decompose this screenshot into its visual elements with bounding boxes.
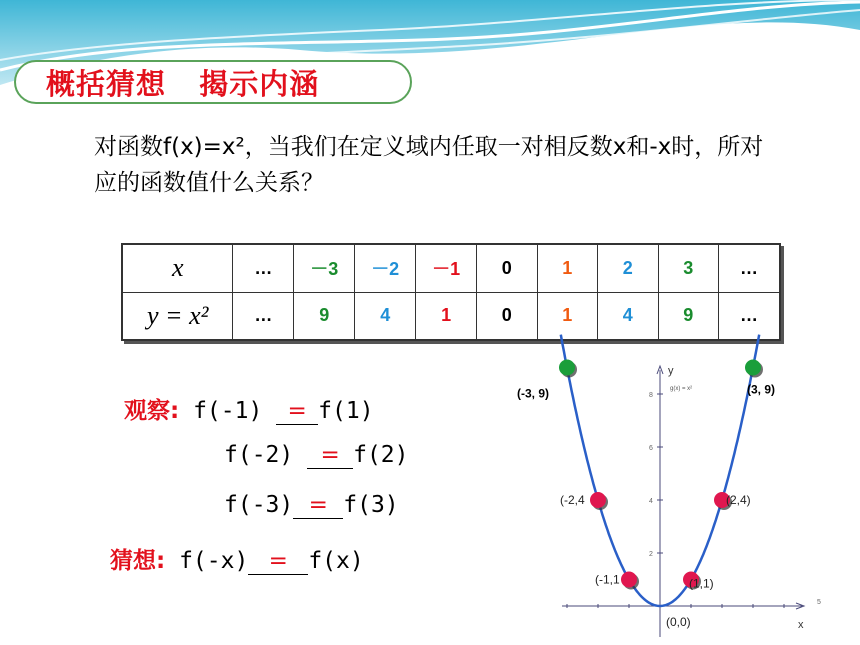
y-cell: 4: [598, 292, 659, 340]
data-point: [745, 360, 761, 376]
x-cell: …: [233, 244, 294, 292]
row-label-y: y = x²: [122, 292, 233, 340]
answer-blank: =: [293, 492, 343, 519]
answer-blank: =: [248, 548, 308, 575]
row-label-x: x: [122, 244, 233, 292]
data-point: [621, 572, 637, 588]
value-table: [121, 243, 781, 341]
y-cell: 1: [416, 292, 477, 340]
guess-label: 猜想:: [110, 548, 166, 574]
y-tick-label: 6: [649, 445, 653, 452]
x-cell: －1: [416, 244, 477, 292]
data-point: [559, 360, 575, 376]
x-cell: 2: [598, 244, 659, 292]
y-axis-label: y: [668, 365, 674, 377]
x-cell: －2: [355, 244, 416, 292]
point-label: (3, 9): [747, 382, 776, 397]
observe-line-1: 观察: f(-1) = f(1): [124, 398, 374, 424]
x-axis-label: x: [798, 619, 804, 631]
point-label: (2,4): [726, 493, 751, 507]
y-tick-label: 4: [649, 498, 653, 505]
x-cell: 3: [658, 244, 719, 292]
y-cell: …: [233, 292, 294, 340]
point-label: (-1,1: [595, 572, 620, 587]
y-cell: 1: [537, 292, 598, 340]
function-label: g(x) = x²: [670, 386, 693, 392]
point-label: (-3, 9): [517, 386, 550, 401]
data-point: [590, 492, 606, 508]
point-label: (-2,4: [560, 493, 585, 507]
y-cell: …: [719, 292, 780, 340]
table-row-y: [122, 292, 780, 340]
table-row-x: [122, 244, 780, 292]
answer-blank: =: [307, 442, 353, 469]
parabola-graph: [517, 362, 821, 642]
x-cell: 0: [477, 244, 538, 292]
x-cell: －3: [294, 244, 355, 292]
answer-blank: =: [276, 398, 318, 425]
y-tick-label: 8: [649, 392, 653, 399]
x-tick-label: 5: [817, 599, 821, 606]
observe-line-3: f(-3) = f(3): [224, 492, 399, 518]
y-tick-label: 2: [649, 551, 653, 558]
y-cell: 9: [294, 292, 355, 340]
x-cell: 1: [537, 244, 598, 292]
point-label: (0,0): [666, 615, 691, 629]
point-label: (1,1): [689, 576, 714, 591]
observe-label: 观察:: [124, 398, 180, 424]
guess-line: 猜想: f(-x) = f(x): [110, 548, 364, 574]
slide-title: 概括猜想 揭示内涵: [46, 67, 320, 101]
y-cell: 4: [355, 292, 416, 340]
y-cell: 9: [658, 292, 719, 340]
y-cell: 0: [477, 292, 538, 340]
observe-line-2: f(-2) = f(2): [224, 442, 409, 468]
question-text: 对函数f(x)=x²，当我们在定义域内任取一对相反数x和-x时，所对应的函数值什么关系？: [94, 134, 764, 196]
x-cell: …: [719, 244, 780, 292]
